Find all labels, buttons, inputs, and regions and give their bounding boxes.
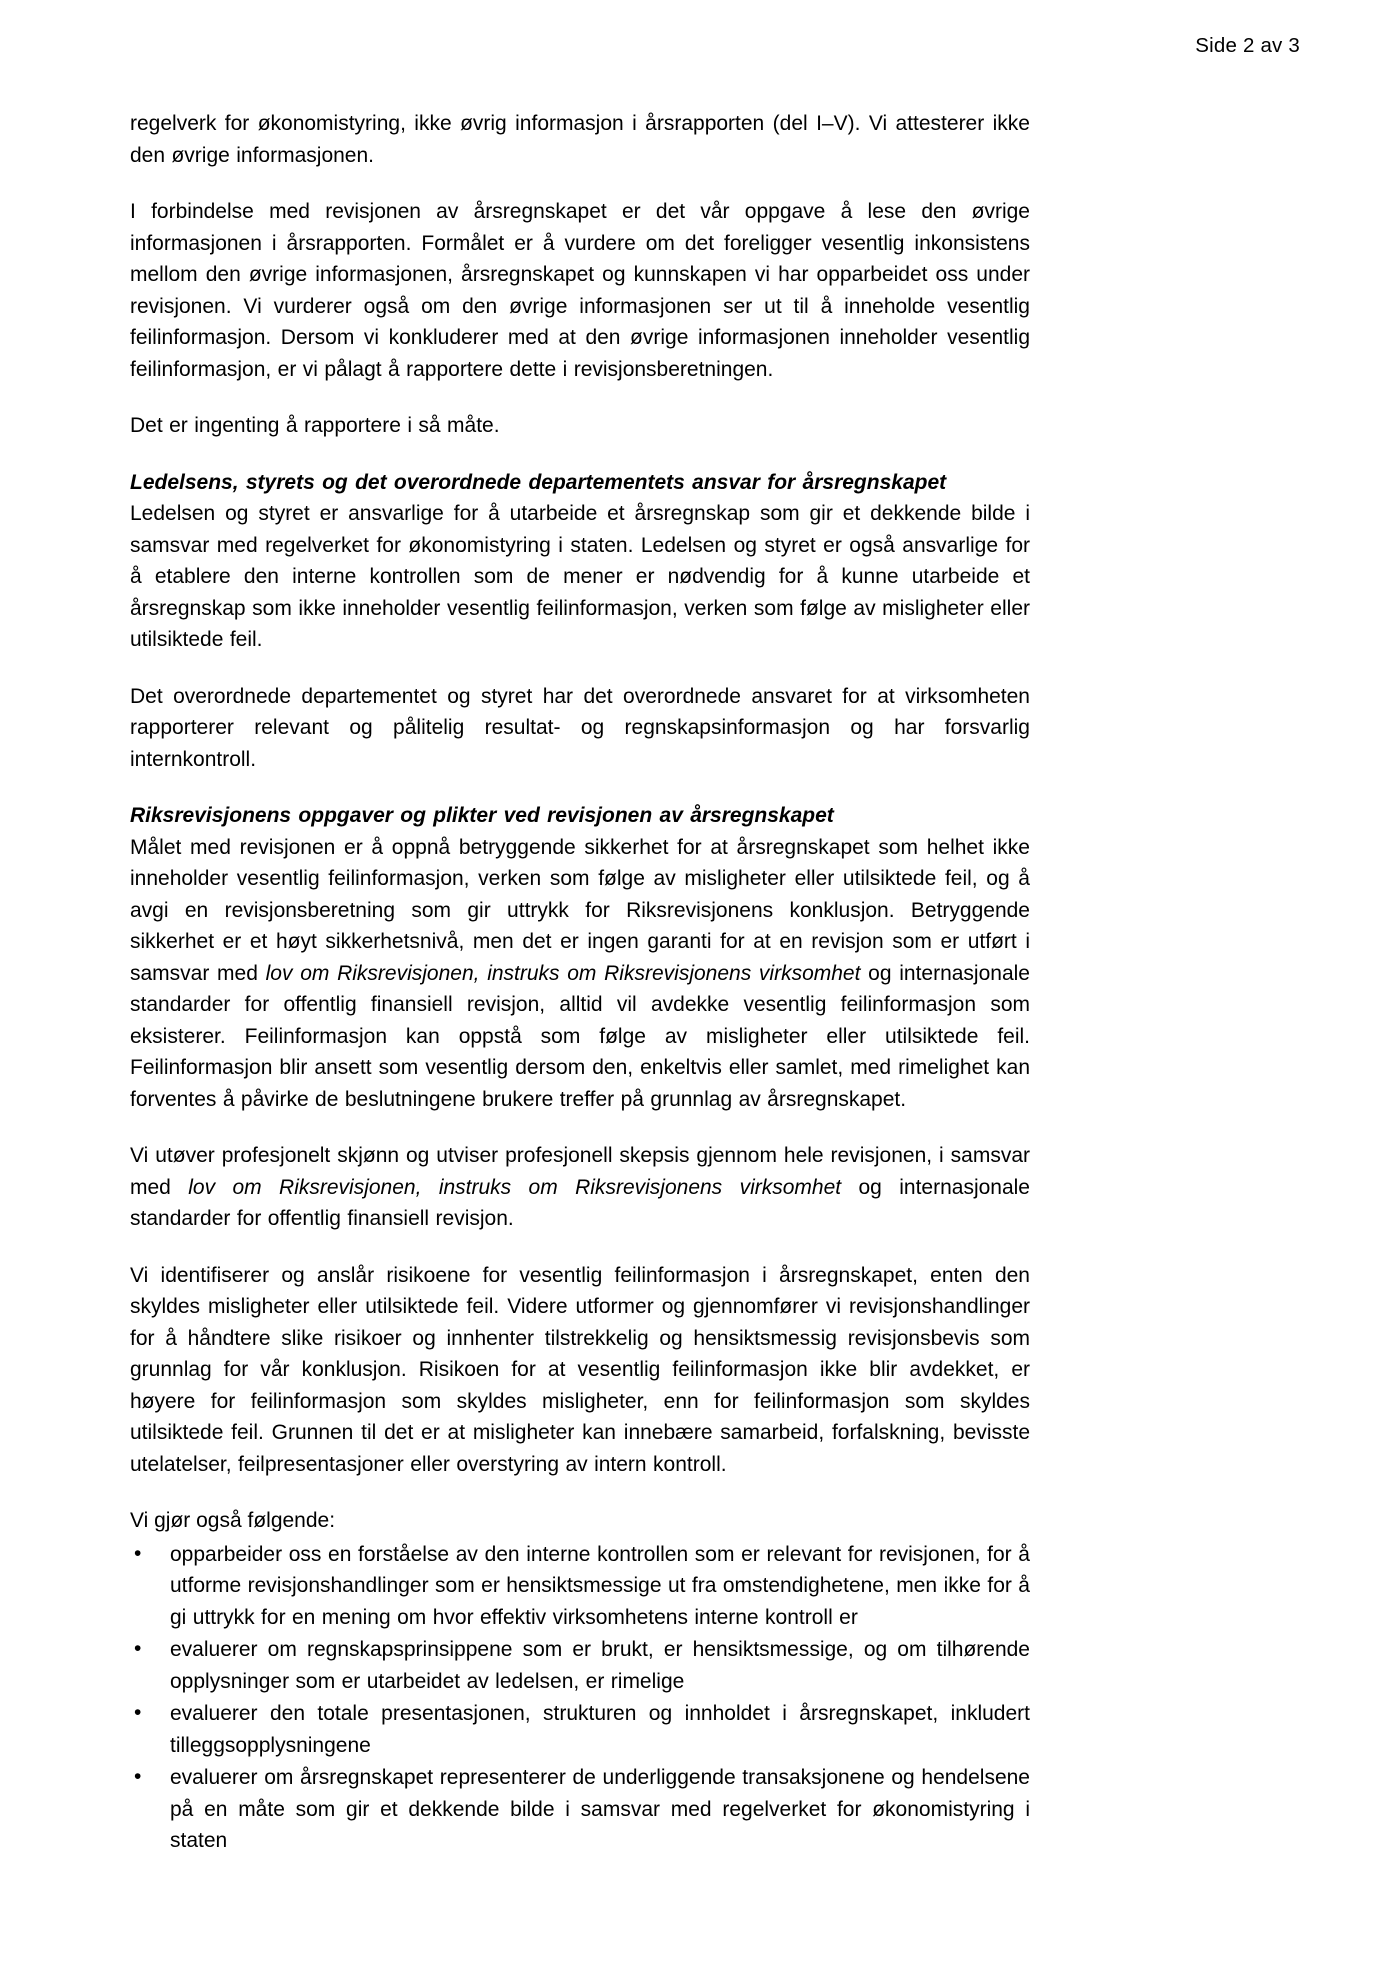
paragraph-6-text-b: og internasjonale standarder for offentlig finansiell revisjon, alltid vil avdekke vesentlig feilinformasjon som eksisterer. Feilinformasjon kan oppstå som følge av misligheter eller utilsiktede feil. Feilinformasjon blir ansett som vesentlig dersom den, enkeltvis eller samlet, med rimelighet kan forventes å påvirke de beslutningene brukere treffer på grunnlag av årsregnskapet. <box>130 961 1030 1111</box>
list-item-text: • evaluerer om regnskapsprinsippene som er brukt, er hensiktsmessige, og om tilhørende opplysninger som er utarbeidet av ledelsen, er rimelige <box>170 1638 1030 1693</box>
list-item <box>130 1698 1030 1761</box>
paragraph-6 <box>130 832 1030 1116</box>
list-item <box>130 1762 1030 1857</box>
law-reference-2: lov om Riksrevisjonen, instruks om Riksrevisjonens virksomhet <box>188 1175 842 1199</box>
section-heading-management-responsibility: Ledelsens, styrets og det overordnede departementets ansvar for årsregnskapet <box>130 470 947 494</box>
paragraph-6-text-a: Målet med revisjonen er å oppnå betryggende sikkerhet for at årsregnskapet som helhet ikke inneholder vesentlig feilinformasjon, verken som følge av misligheter eller utilsiktede feil, og å avgi en revisjonsberetning som gir uttrykk for Riksrevisjonens konklusjon. Betryggende sikkerhet er et høyt sikkerhetsnivå, men det er ingen garanti for at en revisjon som er utført i samsvar med <box>130 835 1030 985</box>
list-item <box>130 1539 1030 1634</box>
paragraph-1: regelverk for økonomistyring, ikke øvrig informasjon i årsrapporten (del I–V). Vi attesterer ikke den øvrige informasjonen. <box>130 112 1030 167</box>
law-reference-1: lov om Riksrevisjonen, instruks om Riksrevisjonens virksomhet <box>265 961 861 985</box>
bullet-list-intro: Vi gjør også følgende: <box>130 1509 336 1532</box>
paragraph-8: Vi identifiserer og anslår risikoene for vesentlig feilinformasjon i årsregnskapet, enten den skyldes misligheter eller utilsiktede feil. Videre utformer og gjennomfører vi revisjonshandlinger for å håndtere slike risikoer og innhenter tilstrekkelig og hensiktsmessig revisjonsbevis som grunnlag for vår konklusjon. Risikoen for at vesentlig feilinformasjon ikke blir avdekket, er høyere for feilinformasjon som skyldes misligheter, enn for feilinformasjon som skyldes utilsiktede feil. Grunnen til det er at misligheter kan innebære samarbeid, forfalskning, bevisste utelatelser, feilpresentasjoner eller overstyring av intern kontroll. <box>130 1263 1030 1476</box>
list-item <box>130 1634 1030 1697</box>
section-heading-auditor-duties: Riksrevisjonens oppgaver og plikter ved revisjonen av årsregnskapet <box>130 804 834 827</box>
audit-procedures-list <box>130 1539 1030 1857</box>
paragraph-7 <box>130 1140 1030 1235</box>
paragraph-4: Ledelsen og styret er ansvarlige for å utarbeide et årsregnskap som gir et dekkende bilde i samsvar med regelverket for økonomistyring i staten. Ledelsen og styret er også ansvarlige for å etablere den interne kontrollen som de mener er nødvendig for å kunne utarbeide et årsregnskap som ikke inneholder vesentlig feilinformasjon, verken som følge av misligheter eller utilsiktede feil. <box>130 502 1030 651</box>
paragraph-7-text-b: og internasjonale standarder for offentlig finansiell revisjon. <box>130 1175 1030 1230</box>
document-body <box>130 108 1030 1858</box>
paragraph-2: I forbindelse med revisjonen av årsregnskapet er det vår oppgave å lese den øvrige informasjonen i årsrapporten. Formålet er å vurdere om det foreligger vesentlig inkonsistens mellom den øvrige informasjonen, årsregnskapet og kunnskapen vi har opparbeidet oss under revisjonen. Vi vurderer også om den øvrige informasjonen ser ut til å inneholde vesentlig feilinformasjon. Dersom vi konkluderer med at den øvrige informasjonen inneholder vesentlig feilinformasjon, er vi pålagt å rapportere dette i revisjonsberetningen. <box>130 200 1030 381</box>
paragraph-7-text-a: Vi utøver profesjonelt skjønn og utviser profesjonell skepsis gjennom hele revisjonen, i samsvar med <box>130 1144 1030 1199</box>
list-item-text: • evaluerer den totale presentasjonen, strukturen og innholdet i årsregnskapet, inkludert tilleggsopplysningene <box>170 1702 1030 1757</box>
page-number-header: Side 2 av 3 <box>1195 34 1300 57</box>
paragraph-5: Det overordnede departementet og styret har det overordnede ansvaret for at virksomheten rapporterer relevant og pålitelig resultat- og regnskapsinformasjon og har forsvarlig internkontroll. <box>130 684 1030 771</box>
list-item-text: • opparbeider oss en forståelse av den interne kontrollen som er relevant for revisjonen, for å utforme revisjonshandlinger som er hensiktsmessige ut fra omstendighetene, men ikke for å gi uttrykk for en mening om hvor effektiv virksomhetens interne kontroll er <box>170 1542 1030 1629</box>
list-item-text: • evaluerer om årsregnskapet representerer de underliggende transaksjonene og hendelsene på en måte som gir et dekkende bilde i samsvar med regelverket for økonomistyring i staten <box>170 1766 1030 1852</box>
paragraph-3: Det er ingenting å rapportere i så måte. <box>130 414 500 437</box>
